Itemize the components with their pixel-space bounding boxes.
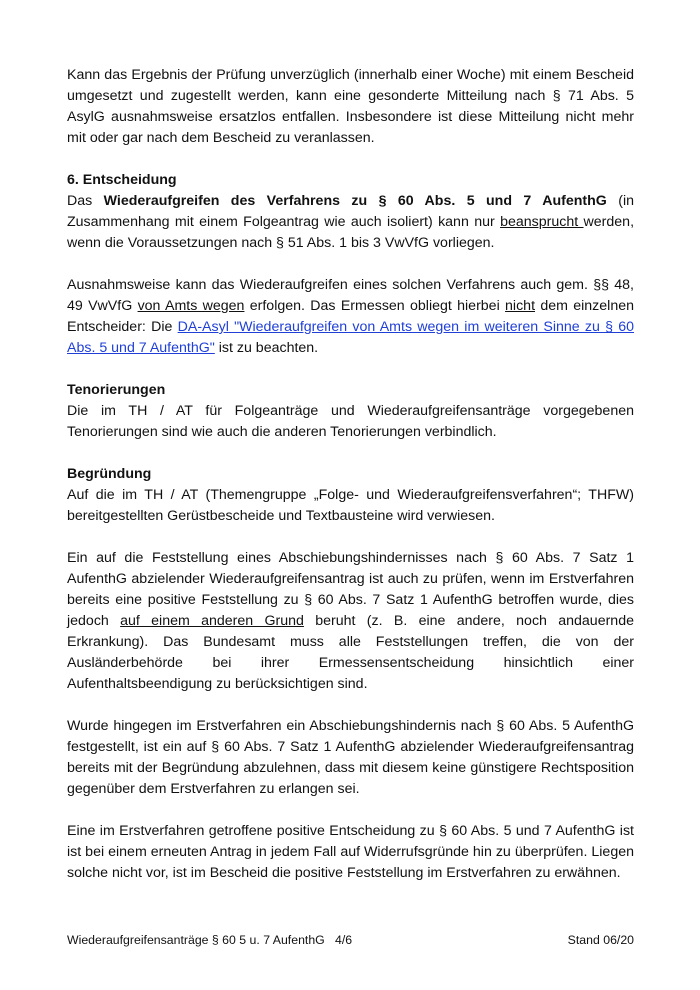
entscheidung-paragraph-2: [67, 275, 634, 359]
footer-date: Stand 06/20: [567, 933, 634, 947]
begruendung-paragraph-2: [67, 548, 634, 695]
text-span: Ausnahmsweise kann das Wiederaufgreifen eines solchen Verfahrens auch gem. §§ 48, 49 VwVfG: [67, 277, 634, 314]
tenorierungen-paragraph: Die im TH / AT für Folgeanträge und Wiederaufgreifensanträge vorgegebenen Tenorierungen sind wie auch die anderen Tenorierungen verbindlich.: [67, 403, 634, 440]
intro-paragraph: Kann das Ergebnis der Prüfung unverzüglich (innerhalb einer Woche) mit einem Bescheid umgesetzt und zugestellt werden, kann eine gesonderte Mitteilung nach § 71 Abs. 5 AsylG ausnahmsweise ersatzlos entfallen. Insbesondere ist diese Mitteilung nicht mehr mit oder gar nach dem Bescheid zu veranlassen.: [67, 67, 634, 146]
underlined-text: von Amts wegen: [137, 298, 245, 314]
underlined-text: beansprucht: [500, 214, 584, 230]
text-span: Das: [67, 193, 104, 209]
text-span: Ein auf die Feststellung eines Abschiebungshindernisses nach § 60 Abs. 7 Satz 1 AufenthG abzielender Wiederaufgreifensantrag ist auch zu prüfen, wenn im Erstverfahren bereits eine positive Feststellung zu § 60 Abs. 7 Satz 1 AufenthG betroffen wurde, dies jedoch: [67, 550, 634, 629]
da-asyl-link[interactable]: DA-Asyl "Wiederaufgreifen von Amts wegen im weiteren Sinne zu § 60 Abs. 5 und 7 AufenthG": [67, 319, 634, 356]
section-heading-begruendung: Begründung: [67, 466, 152, 482]
section-heading-entscheidung: 6. Entscheidung: [67, 172, 177, 188]
text-span: ist zu beachten.: [214, 340, 319, 356]
section-heading-tenorierungen: Tenorierungen: [67, 382, 166, 398]
begruendung-paragraph-4: Eine im Erstverfahren getroffene positive Entscheidung zu § 60 Abs. 5 und 7 AufenthG ist ist bei einem erneuten Antrag in jedem Fall auf Widerrufsgründe hin zu überprüfen. Liegen solche nicht vor, ist im Bescheid die positive Feststellung im Erstverfahren zu erwähnen.: [67, 823, 634, 881]
text-span: (in Zusammenhang mit einem Folgeantrag wie auch isoliert) kann nur: [67, 193, 634, 230]
text-span: werden, wenn die Voraussetzungen nach § 51 Abs. 1 bis 3 VwVfG vorliegen.: [67, 214, 635, 251]
bold-text: Wiederaufgreifen des Verfahrens zu § 60 Abs. 5 und 7 AufenthG: [103, 193, 607, 209]
text-span: dem einzelnen Entscheider: Die: [67, 298, 634, 335]
entscheidung-paragraph-1: [67, 191, 634, 254]
begruendung-paragraph-3: Wurde hingegen im Erstverfahren ein Abschiebungshindernis nach § 60 Abs. 5 AufenthG festgestellt, ist ein auf § 60 Abs. 7 Satz 1 AufenthG abzielender Wiederaufgreifensantrag bereits mit der Begründung abzulehnen, dass mit diesem keine günstigere Rechtsposition gegenüber dem Erstverfahren zu erlangen sei.: [67, 718, 634, 797]
footer-title: Wiederaufgreifensanträge § 60 5 u. 7 AufenthG 4/6: [67, 933, 353, 947]
begruendung-paragraph-1: Auf die im TH / AT (Themengruppe „Folge- und Wiederaufgreifensverfahren“; THFW) bereitgestellten Gerüstbescheide und Textbausteine wird verwiesen.: [67, 487, 634, 524]
document-body: [67, 65, 634, 884]
text-span: erfolgen. Das Ermessen obliegt hierbei: [244, 298, 506, 314]
text-span: beruht (z. B. eine andere, noch andauernde Erkrankung). Das Bundesamt muss alle Feststellungen treffen, die von der Ausländerbehörde bei ihrer Ermessensentscheidung hinsichtlich einer Aufenthaltsbeendigung zu berücksichtigen sind.: [67, 613, 634, 692]
underlined-text: nicht: [505, 298, 536, 314]
underlined-text: auf einem anderen Grund: [120, 613, 304, 629]
